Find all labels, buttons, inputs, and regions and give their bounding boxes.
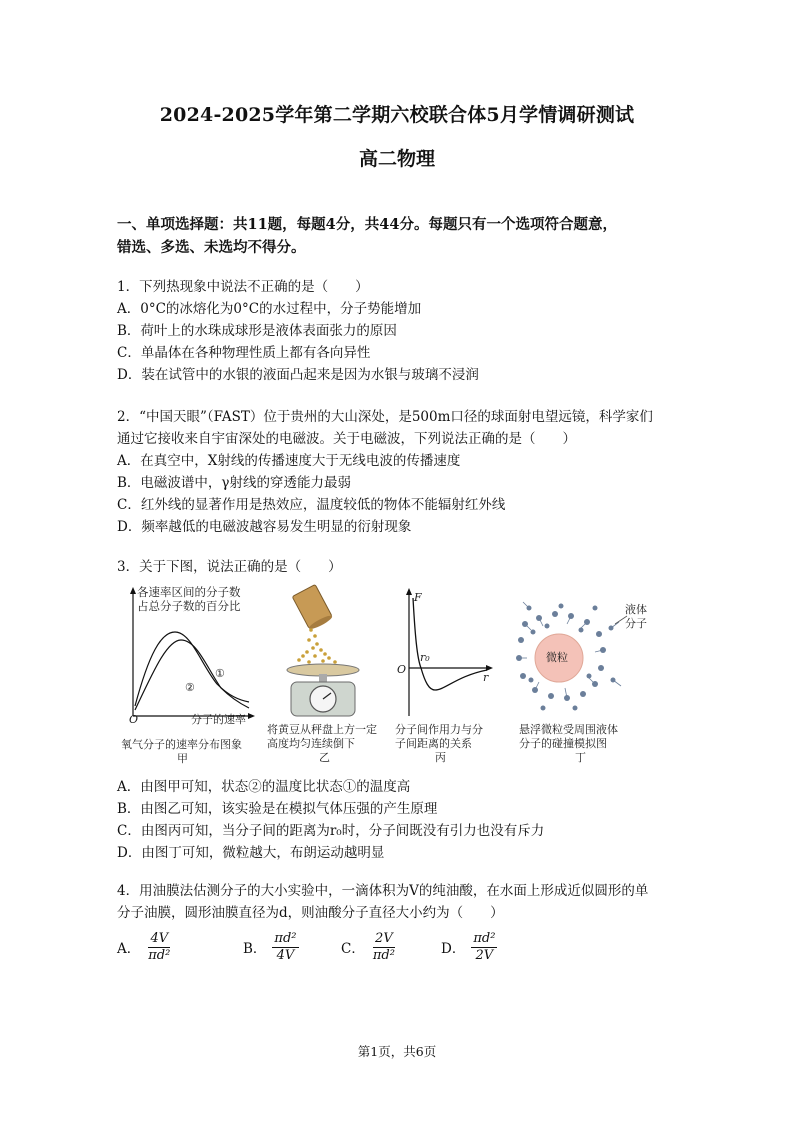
graph-xlabel: 分子的速率	[191, 713, 246, 726]
figure-ding	[515, 584, 655, 774]
figure-jia-caption: 氧气分子的速率分布图象	[121, 738, 242, 751]
exam-subtitle: 高二物理	[358, 148, 435, 170]
question-3-stem-block	[117, 556, 687, 578]
question-1-stem: 1．下列热现象中说法不正确的是（ ）	[117, 279, 369, 295]
question-4-option-c-label: C．	[341, 941, 365, 957]
question-4-option-c-fraction	[371, 931, 397, 964]
question-2-option-d: D．频率越低的电磁波越容易发生明显的衍射现象	[117, 519, 412, 535]
question-3-option-d: D．由图丁可知，微粒越大，布朗运动越明显	[117, 845, 385, 861]
graph-origin-label: O	[129, 713, 139, 726]
figure-bing-tag: 丙	[435, 751, 446, 764]
figure-yi-tag: 乙	[319, 751, 330, 764]
curve-2	[135, 640, 249, 710]
figure-ding-tag: 丁	[575, 751, 586, 764]
figure-bing	[395, 584, 495, 774]
question-4-option-d	[441, 928, 497, 966]
question-4-stem-line2: 分子油膜，圆形油膜直径为d，则油酸分子直径大小约为（ ）	[117, 905, 504, 921]
section-heading-line2: 错选、多选、未选均不得分。	[117, 239, 306, 256]
question-4-option-d-fraction	[471, 931, 497, 964]
question-3-option-c: C．由图丙可知，当分子间的距离为r₀时，分子间既没有引力也没有斥力	[117, 823, 545, 839]
question-1-option-c: C．单晶体在各种物理性质上都有各向异性	[117, 345, 371, 361]
question-2	[117, 406, 687, 538]
force-curve	[413, 598, 487, 690]
question-4-option-c	[341, 928, 397, 966]
figure-jia-tag: 甲	[177, 752, 188, 765]
fraction-denominator: 4V	[276, 947, 295, 963]
question-4-option-a-label: A．	[117, 941, 141, 957]
question-3-stem: 3．关于下图，说法正确的是（ ）	[117, 559, 342, 575]
bean-scale-illustration	[265, 584, 383, 720]
question-4-option-a	[117, 928, 172, 966]
question-4-stem-line1: 4．用油膜法估测分子的大小实验中，一滴体积为V的纯油酸，在水面上形成近似圆形的单	[117, 883, 649, 899]
question-1-option-a: A．0°C的冰熔化为0°C的水过程中，分子势能增加	[117, 301, 422, 317]
question-4-options	[117, 928, 577, 968]
graph-o-label: O	[397, 663, 407, 676]
graph-r-label: r	[483, 671, 489, 684]
graph-r0-label: r₀	[420, 651, 430, 664]
question-4-option-b	[243, 928, 299, 966]
question-4-option-b-label: B．	[243, 941, 267, 957]
page-footer: 第1页，共6页	[357, 1044, 437, 1059]
question-2-option-a: A．在真空中，X射线的传播速度大于无线电波的传播速度	[117, 453, 461, 469]
graph-ylabel-line2: 占总分子数的百分比	[137, 599, 241, 613]
figure-yi-caption-line1: 将黄豆从秤盘上方一定	[267, 723, 377, 736]
figure-bing-caption-line2: 子间距离的关系	[395, 737, 472, 750]
question-2-option-b: B．电磁波谱中，γ射线的穿透能力最弱	[117, 475, 351, 491]
falling-beans	[297, 628, 337, 664]
fraction-numerator: πd²	[473, 930, 496, 946]
question-2-stem-line1: 2．“中国天眼”（FAST）位于贵州的大山深处，是500m口径的球面射电望远镜，科学家们	[117, 409, 653, 425]
question-1	[117, 276, 687, 386]
figure-bing-caption-line1: 分子间作用力与分	[395, 723, 483, 736]
figure-yi	[265, 584, 383, 774]
figure-yi-caption-line2: 高度均匀连续倒下	[267, 737, 355, 750]
fraction-denominator: πd²	[372, 947, 395, 963]
question-3-option-a: A．由图甲可知，状态②的温度比状态①的温度高	[117, 779, 411, 795]
question-4-option-b-fraction	[272, 931, 298, 964]
graph-ylabel-line1: 各速率区间的分子数	[137, 585, 241, 599]
particle-label: 微粒	[546, 651, 568, 664]
fraction-numerator: 2V	[375, 930, 393, 946]
fraction-denominator: 2V	[475, 947, 494, 963]
curve-1-label: ①	[215, 667, 225, 680]
question-3-options	[117, 776, 687, 864]
section-heading	[117, 213, 677, 259]
exam-title: 2024-2025学年第二学期六校联合体5月学情调研测试	[159, 104, 635, 126]
fraction-numerator: πd²	[274, 930, 297, 946]
question-4-option-a-fraction	[146, 931, 172, 964]
question-1-option-b: B．荷叶上的水珠成球形是液体表面张力的原因	[117, 323, 397, 339]
figure-ding-caption-line2: 分子的碰撞模拟图	[519, 737, 607, 750]
fraction-denominator: πd²	[148, 947, 171, 963]
fraction-numerator: 4V	[150, 930, 169, 946]
bean-cup	[292, 584, 333, 631]
molecule-label-line1: 液体	[625, 603, 647, 616]
section-heading-line1: 一、单项选择题：共11题，每题4分，共44分。每题只有一个选项符合题意，	[117, 216, 617, 233]
curve-2-label: ②	[185, 681, 195, 694]
question-2-option-c: C．红外线的显著作用是热效应，温度较低的物体不能辐射红外线	[117, 497, 506, 513]
force-distance-graph	[395, 584, 495, 720]
figure-jia	[117, 584, 257, 774]
question-1-option-d: D．装在试管中的水银的液面凸起来是因为水银与玻璃不浸润	[117, 367, 479, 383]
scale-stem	[319, 674, 327, 682]
figure-ding-caption-line1: 悬浮微粒受周围液体	[519, 723, 618, 736]
question-4	[117, 880, 687, 924]
question-3-figures	[117, 584, 677, 774]
molecule-label-line2: 分子	[625, 617, 647, 630]
question-2-stem-line2: 通过它接收来自宇宙深处的电磁波。关于电磁波，下列说法正确的是（ ）	[117, 431, 576, 447]
question-4-option-d-label: D．	[441, 941, 466, 957]
question-3-option-b: B．由图乙可知，该实验是在模拟气体压强的产生原理	[117, 801, 438, 817]
graph-f-label: F	[414, 591, 422, 604]
